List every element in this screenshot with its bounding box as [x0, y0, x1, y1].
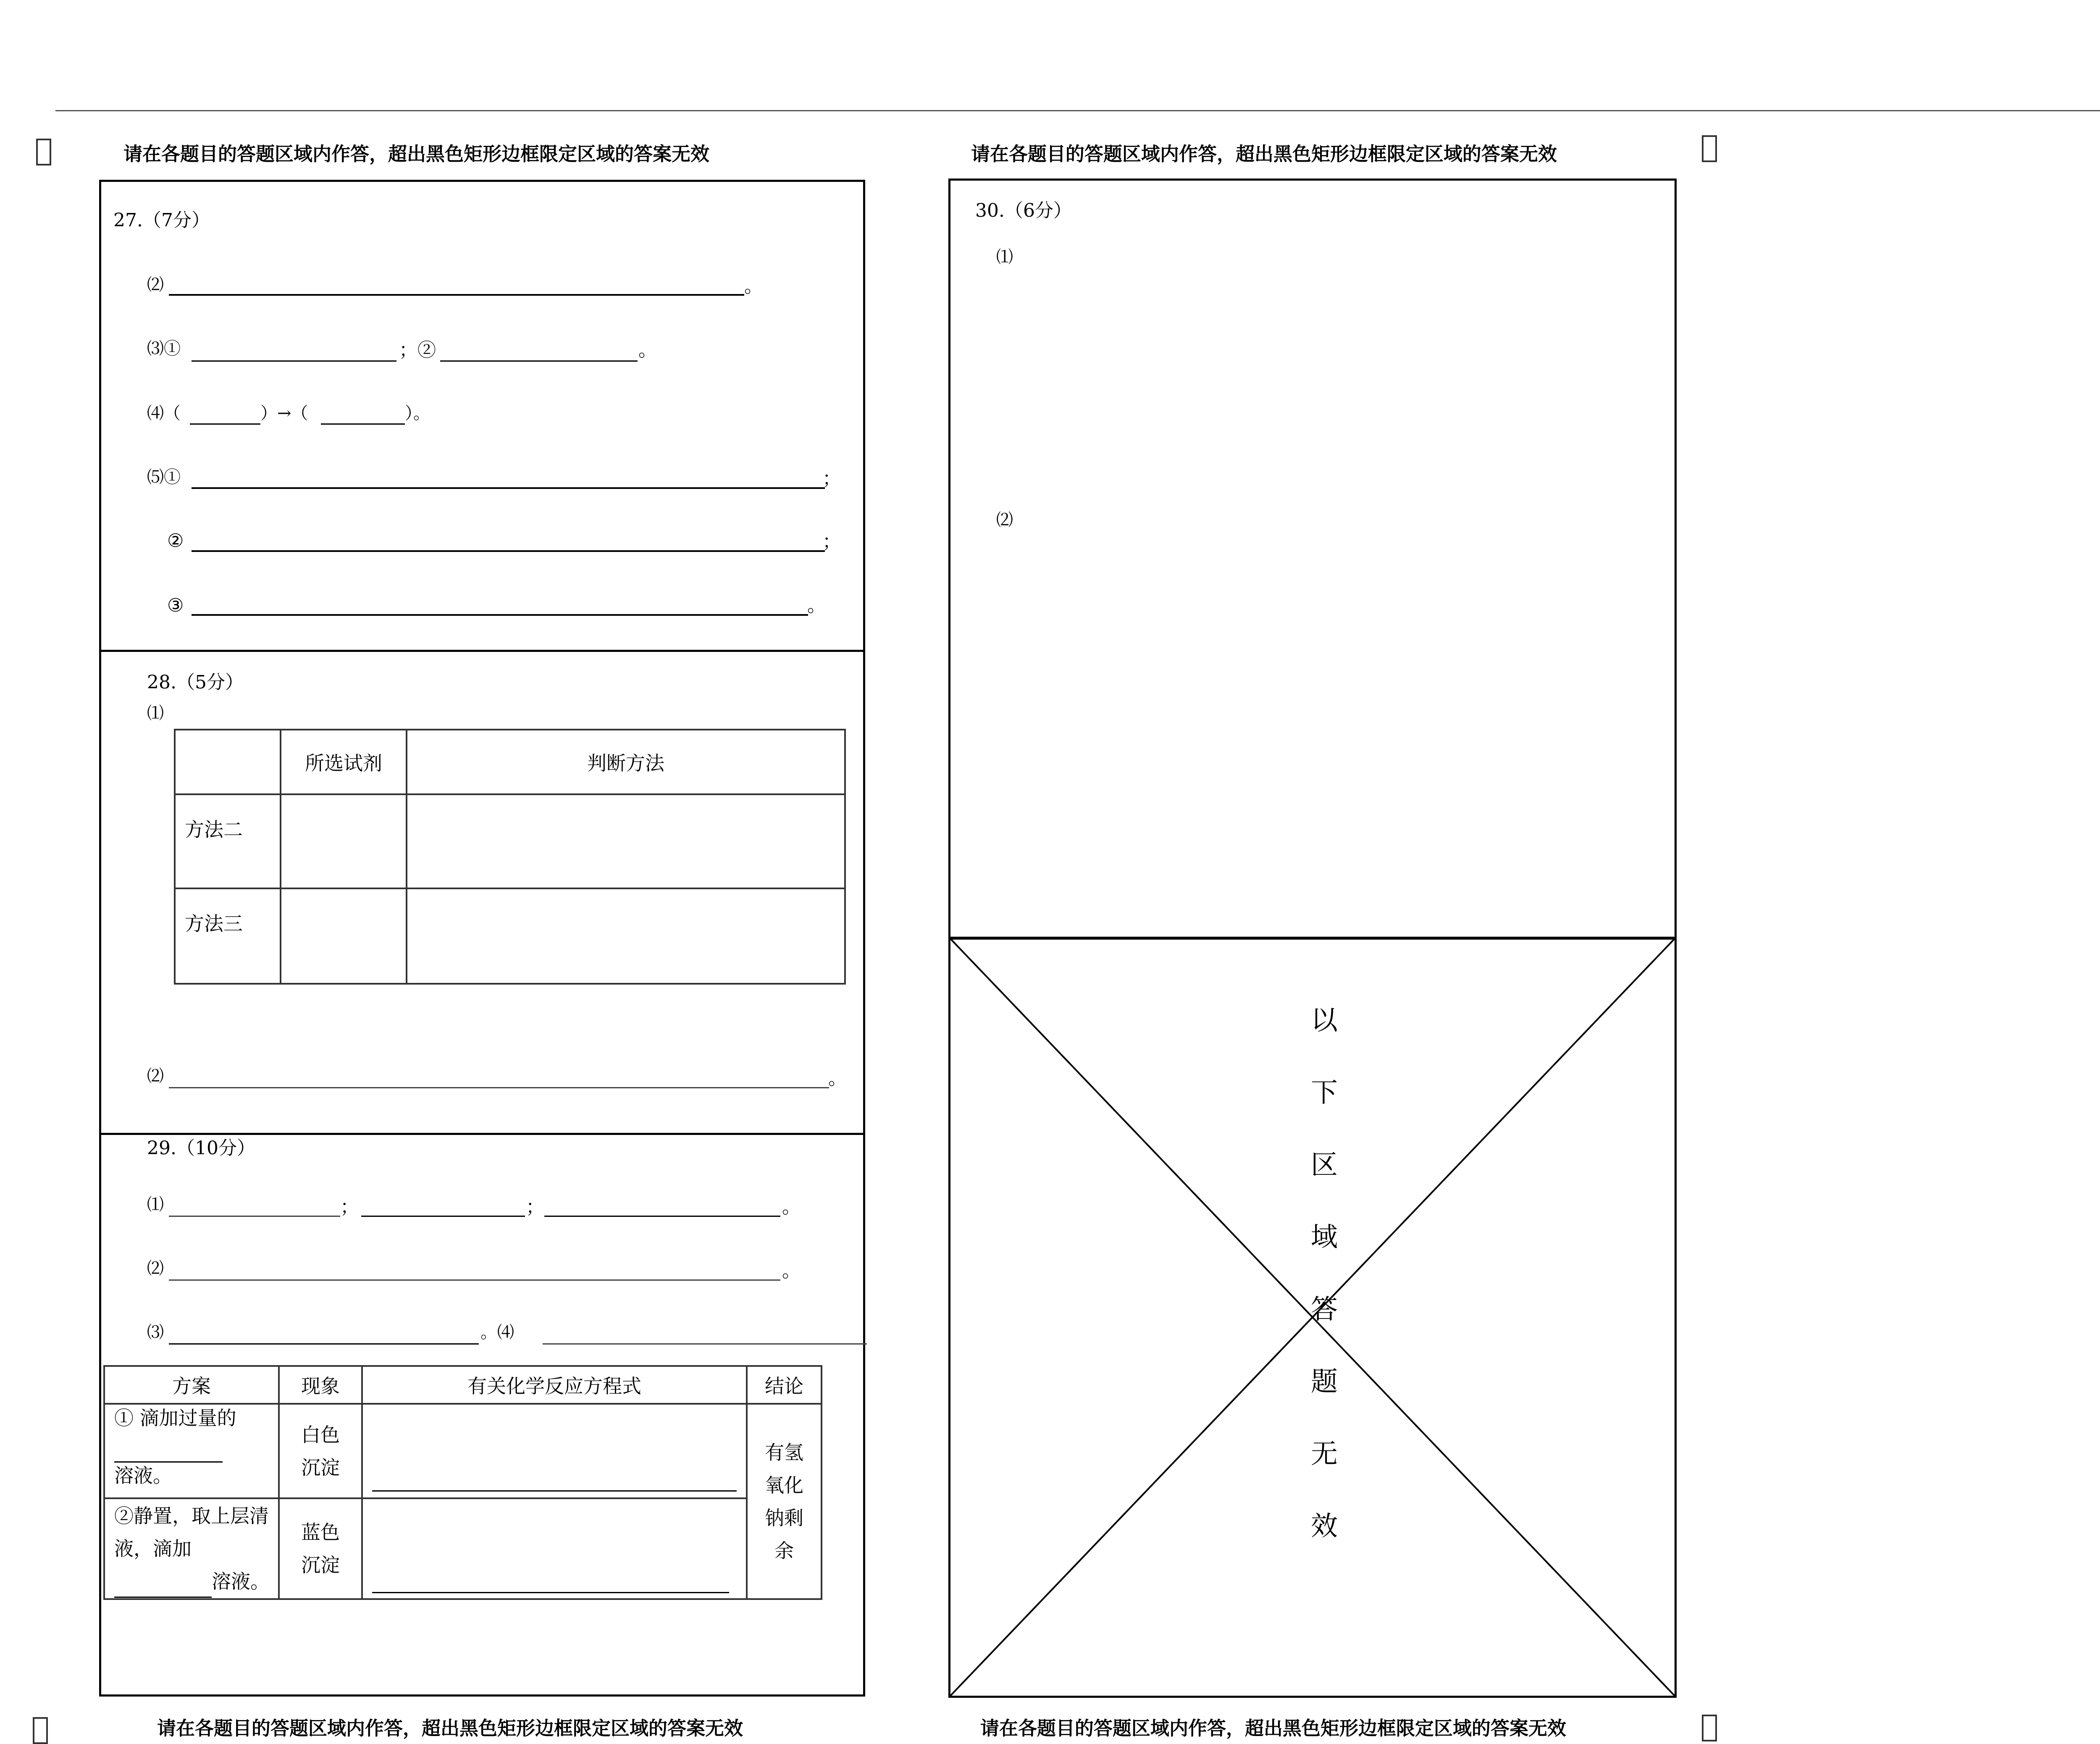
q29-row2-equation-blank[interactable] — [372, 1592, 729, 1593]
q28-method-table — [174, 729, 846, 985]
q27-part4-label: ⑷（ — [147, 404, 181, 423]
notice-bottom-left: 请在各题目的答题区域内作答，超出黑色矩形边框限定区域的答案无效 — [157, 1717, 743, 1739]
q30-title: 30.（6分） — [975, 200, 1072, 221]
q29-table-row2-scheme — [104, 1498, 279, 1599]
invalid-zone-char-3: 区 — [1311, 1150, 1338, 1181]
q28-table-header-reagent: 所选试剂 — [281, 730, 407, 794]
q27-part5-label-3: ③ — [167, 595, 184, 616]
q29-part4-label: 。⑷ — [480, 1323, 514, 1342]
q27-part5-semi-1: ； — [822, 468, 841, 489]
q29-part1-blank-1[interactable] — [169, 1216, 340, 1217]
q27-part4-blank-2[interactable] — [321, 423, 405, 425]
invalid-zone-char-1: 以 — [1311, 1005, 1338, 1036]
top-rule — [55, 110, 2100, 111]
q30-part2-label: ⑵ — [996, 510, 1013, 530]
notice-top-left: 请在各题目的答题区域内作答，超出黑色矩形边框限定区域的答案无效 — [123, 143, 710, 165]
q27-part3-end: 。 — [638, 339, 657, 361]
q29-part2-end: 。 — [782, 1260, 801, 1282]
q29-part4-blank[interactable] — [543, 1343, 867, 1345]
q28-table-row-method2: 方法二 — [175, 794, 281, 888]
q28-title: 28.（5分） — [147, 672, 244, 693]
q29-table-header-phenomenon: 现象 — [279, 1366, 362, 1404]
q27-part5-end: 。 — [807, 595, 826, 616]
invalid-zone-char-2: 下 — [1311, 1077, 1338, 1108]
q29-table-conclusion — [747, 1404, 822, 1599]
q29-table-row1-scheme — [104, 1404, 279, 1498]
answer-box-q27 — [99, 180, 865, 652]
q29-table-row1-phenomenon — [279, 1404, 362, 1498]
q29-part1-label: ⑴ — [147, 1195, 164, 1214]
q29-part1-blank-3[interactable] — [544, 1216, 780, 1217]
q29-row1-scheme-suffix: 溶液。 — [114, 1464, 172, 1487]
notice-top-right: 请在各题目的答题区域内作答，超出黑色矩形边框限定区域的答案无效 — [971, 143, 1557, 165]
invalid-zone-char-5: 答 — [1311, 1294, 1338, 1325]
q28-part1-label: ⑴ — [147, 704, 164, 723]
q29-part1-semi-1: ； — [340, 1196, 359, 1218]
q29-conclusion-text: 有氢氧化钠剩余 — [765, 1441, 803, 1562]
q27-part4-blank-1[interactable] — [190, 423, 260, 425]
q27-part5-blank-3[interactable] — [192, 614, 808, 616]
q27-part2-blank[interactable] — [169, 294, 744, 296]
q28-part2-label: ⑵ — [147, 1066, 164, 1086]
q27-part3-sep: ；② — [399, 339, 436, 361]
q28-table-header-method: 判断方法 — [407, 730, 845, 794]
q29-row2-scheme-text: ②静置，取上层清液，滴加 — [114, 1505, 269, 1560]
q27-part3-blank-2[interactable] — [440, 360, 638, 362]
corner-marker-top-right — [1702, 135, 1717, 162]
q27-part3-blank-1[interactable] — [192, 360, 396, 362]
q28-table-cell-reagent-3[interactable] — [281, 888, 407, 984]
corner-marker-bottom-left — [33, 1717, 48, 1744]
q29-table-row2-phenomenon — [279, 1498, 362, 1599]
q27-part5-label-2: ② — [167, 530, 184, 552]
q28-table-cell-reagent-2[interactable] — [281, 794, 407, 888]
q29-part2-label: ⑵ — [147, 1259, 164, 1278]
q27-part5-blank-2[interactable] — [192, 550, 825, 552]
q29-table-row1-equation[interactable] — [362, 1404, 747, 1498]
corner-marker-bottom-right — [1702, 1715, 1717, 1741]
invalid-zone-char-7: 无 — [1311, 1439, 1338, 1470]
q29-part1-blank-2[interactable] — [361, 1216, 525, 1217]
q28-table-header-blank — [175, 730, 281, 794]
q28-part2-end: 。 — [828, 1068, 847, 1089]
q29-row1-scheme-text: ① 滴加过量的 — [114, 1407, 236, 1429]
q28-part2-blank[interactable] — [169, 1087, 829, 1088]
corner-marker-top-left — [36, 139, 51, 165]
q29-title: 29.（10分） — [147, 1137, 255, 1159]
q27-part2-label: ⑵ — [147, 275, 164, 294]
q30-part1-label: ⑴ — [996, 247, 1013, 267]
invalid-zone-char-4: 域 — [1311, 1222, 1338, 1253]
q27-part2-end: 。 — [744, 276, 763, 297]
q27-part5-label-1: ⑸① — [147, 468, 181, 487]
q28-table-cell-method-3[interactable] — [407, 888, 845, 984]
q29-table-header-equation: 有关化学反应方程式 — [362, 1366, 747, 1404]
q29-row2-phenomenon-text: 蓝色沉淀 — [301, 1521, 340, 1576]
q29-row2-scheme-suffix: 溶液。 — [212, 1570, 270, 1593]
q29-row1-phenomenon-text: 白色沉淀 — [301, 1423, 340, 1479]
answer-box-q30 — [948, 179, 1677, 940]
q29-table-header-scheme: 方案 — [104, 1366, 279, 1404]
q29-part3-blank[interactable] — [169, 1343, 479, 1345]
q27-part4-arrow: ）→（ — [260, 404, 308, 423]
q29-part2-blank[interactable] — [169, 1279, 780, 1281]
q28-table-cell-method-2[interactable] — [407, 794, 845, 888]
q29-part3-label: ⑶ — [147, 1323, 164, 1342]
q29-table-row2-equation[interactable] — [362, 1498, 747, 1599]
invalid-zone-char-6: 题 — [1311, 1366, 1338, 1397]
q29-table-header-conclusion: 结论 — [747, 1366, 822, 1404]
q29-part1-semi-2: ； — [526, 1196, 544, 1218]
notice-bottom-right: 请在各题目的答题区域内作答，超出黑色矩形边框限定区域的答案无效 — [980, 1717, 1567, 1739]
q28-table-row-method3: 方法三 — [175, 888, 281, 984]
invalid-zone-char-8: 效 — [1311, 1511, 1338, 1542]
q29-row2-scheme-blank[interactable] — [114, 1571, 212, 1598]
q29-row1-equation-blank[interactable] — [372, 1490, 737, 1492]
q29-row2-scheme-tail — [114, 1565, 278, 1598]
q29-part1-end: 。 — [782, 1196, 801, 1218]
q27-part5-semi-2: ； — [822, 531, 841, 552]
q29-scheme-table — [103, 1365, 822, 1600]
q27-title: 27.（7分） — [113, 210, 210, 231]
q27-part4-end: ）。 — [405, 404, 430, 423]
q27-part5-blank-1[interactable] — [192, 487, 825, 489]
q27-part3-label: ⑶① — [147, 339, 181, 358]
